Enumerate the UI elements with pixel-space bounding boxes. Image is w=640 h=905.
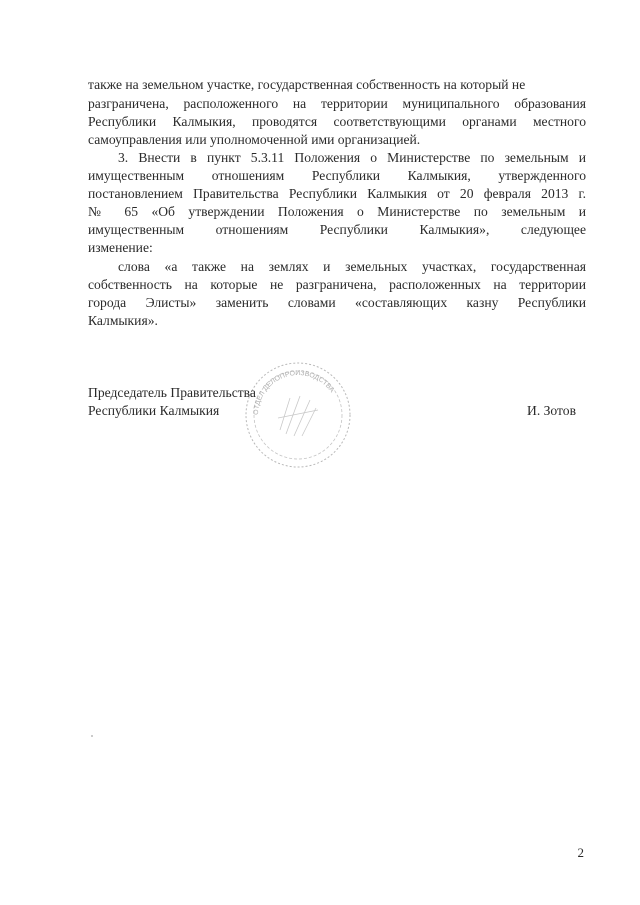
paragraph-line: слова «а также на землях и земельных участках, государственная [118,259,586,274]
scan-speck [91,735,93,737]
paragraph-line: также на земельном участке, государственная собственность на который не [88,77,526,92]
official-stamp [238,360,358,470]
paragraph-line: изменение: [88,240,153,255]
paragraph-line: Калмыкия». [88,313,158,328]
paragraph-line: постановлением Правительства Республики Калмыкия от 20 февраля 2013 г. [88,186,586,201]
paragraph-line: разграничена, расположенного на территории муниципального образования [88,96,586,111]
signatory-name: И. Зотов [527,403,577,418]
paragraph-line: самоуправления или уполномоченной ими организацией. [88,132,421,147]
paragraph-line: собственность на которые не разграничена, расположенных на территории [88,277,586,292]
paragraph-line: имущественным отношениям Республики Калмыкия, утвержденного [88,168,586,183]
svg-text:ОТДЕЛ ДЕЛОПРОИЗВОДСТВА [253,370,336,415]
paragraph-line: имущественным отношениям Республики Калмыкия», следующее [88,222,586,237]
stamp-text: ОТДЕЛ ДЕЛОПРОИЗВОДСТВА [252,369,336,416]
page-number: 2 [577,845,584,860]
paragraph-line: № 65 «Об утверждении Положения о Министерстве по земельным и [88,204,586,219]
signatory-title-line-1: Председатель Правительства [88,385,256,400]
paragraph-line: 3. Внести в пункт 5.3.11 Положения о Министерстве по земельным и [118,150,586,165]
paragraph-line: Республики Калмыкия, проводятся соответствующими органами местного [88,114,586,129]
signatory-title-line-2: Республики Калмыкия [88,403,220,418]
paragraph-line: города Элисты» заменить словами «составляющих казну Республики [88,295,586,310]
